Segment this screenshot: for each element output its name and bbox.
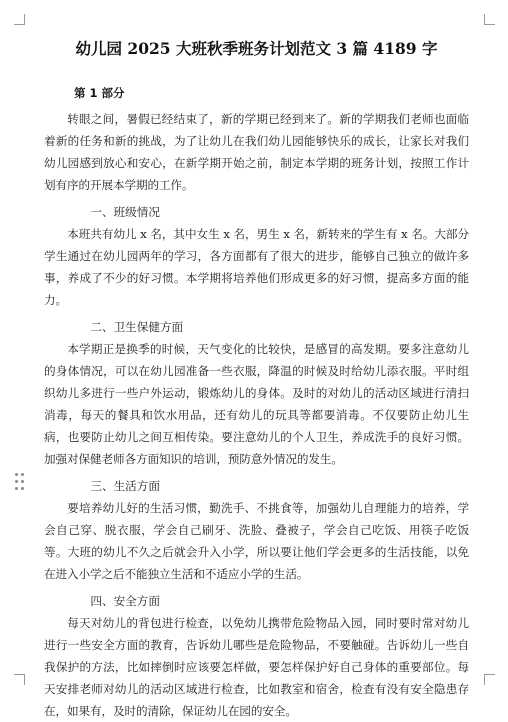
section-body-health: 本学期正是换季的时候，天气变化的比较快，是感冒的高发期。要多注意幼儿的身体情况，可以在幼儿园准备一些衣服，降温的时候及时给幼儿添衣服。平时组织幼儿多进行一些户外运动，锻炼幼儿的身体。及时的对幼儿的活动区域进行清扫消毒，每天的餐具和饮水用品，还有幼儿的玩具等都要消毒。不仅要防止幼儿生病，也要防止幼儿之间互相传染。要注意幼儿的个人卫生，养成洗手的良好习惯。加强对保健老师各方面知识的培训，预防意外情况的发生。 [44, 342, 469, 466]
page-corner-mark-bottom-left [14, 674, 25, 685]
section-body-class-info: 本班共有幼儿 x 名，其中女生 x 名，男生 x 名，新转来的学生有 x 名。大部分学生通过在幼儿园两年的学习，各方面都有了很大的进步，能够自己独立的做许多事，养成了不少的好习惯。本学期将培养他们形成更多的好习惯，提高多方面的能力。 [44, 227, 469, 307]
section-heading-daily-life: 三、生活方面 [90, 479, 160, 493]
page-corner-mark-top-left [14, 14, 25, 25]
document-title: 幼儿园 2025 大班秋季班务计划范文 3 篇 4189 字 [75, 39, 438, 58]
page-corner-mark-top-right [484, 14, 495, 25]
section-heading-health: 二、卫生保健方面 [90, 320, 184, 334]
section-body-daily-life: 要培养幼儿好的生活习惯，勤洗手、不挑食等，加强幼儿自理能力的培养，学会自己穿、脱衣服，学会自己刷牙、洗脸、叠被子，学会自己吃饭、用筷子吃饭等。大班的幼儿不久之后就会升入小学，所以要让他们学会更多的生活技能，以免在进入小学之后不能独立生活和不适应小学的生活。 [44, 501, 469, 581]
section-heading-safety: 四、安全方面 [90, 594, 160, 608]
drag-handle-icon[interactable] [15, 473, 25, 491]
page-corner-mark-bottom-right [484, 674, 495, 685]
section-heading-class-info: 一、班级情况 [90, 205, 160, 219]
part-heading: 第 1 部分 [74, 86, 125, 100]
section-body-safety: 每天对幼儿的背包进行检查，以免幼儿携带危险物品入园，同时要时常对幼儿进行一些安全方面的教育，告诉幼儿哪些是危险物品，不要触碰。告诉幼儿一些自我保护的方法，比如摔倒时应该要怎样做，要怎样保护好自己身体的重要部位。每天安排老师对幼儿的活动区域进行检查，比如教室和宿舍，检查有没有安全隐患存在，如果有，及时的清除，保证幼儿在园的安全。 [44, 616, 469, 718]
intro-paragraph: 转眼之间，暑假已经结束了，新的学期已经到来了。新的学期我们老师也面临着新的任务和新的挑战，为了让幼儿在我们幼儿园能够快乐的成长，让家长对我们幼儿园感到放心和安心，在新学期开始之前，制定本学期的班务计划，按照工作计划有序的开展本学期的工作。 [44, 112, 469, 192]
document-body[interactable] [44, 38, 469, 722]
